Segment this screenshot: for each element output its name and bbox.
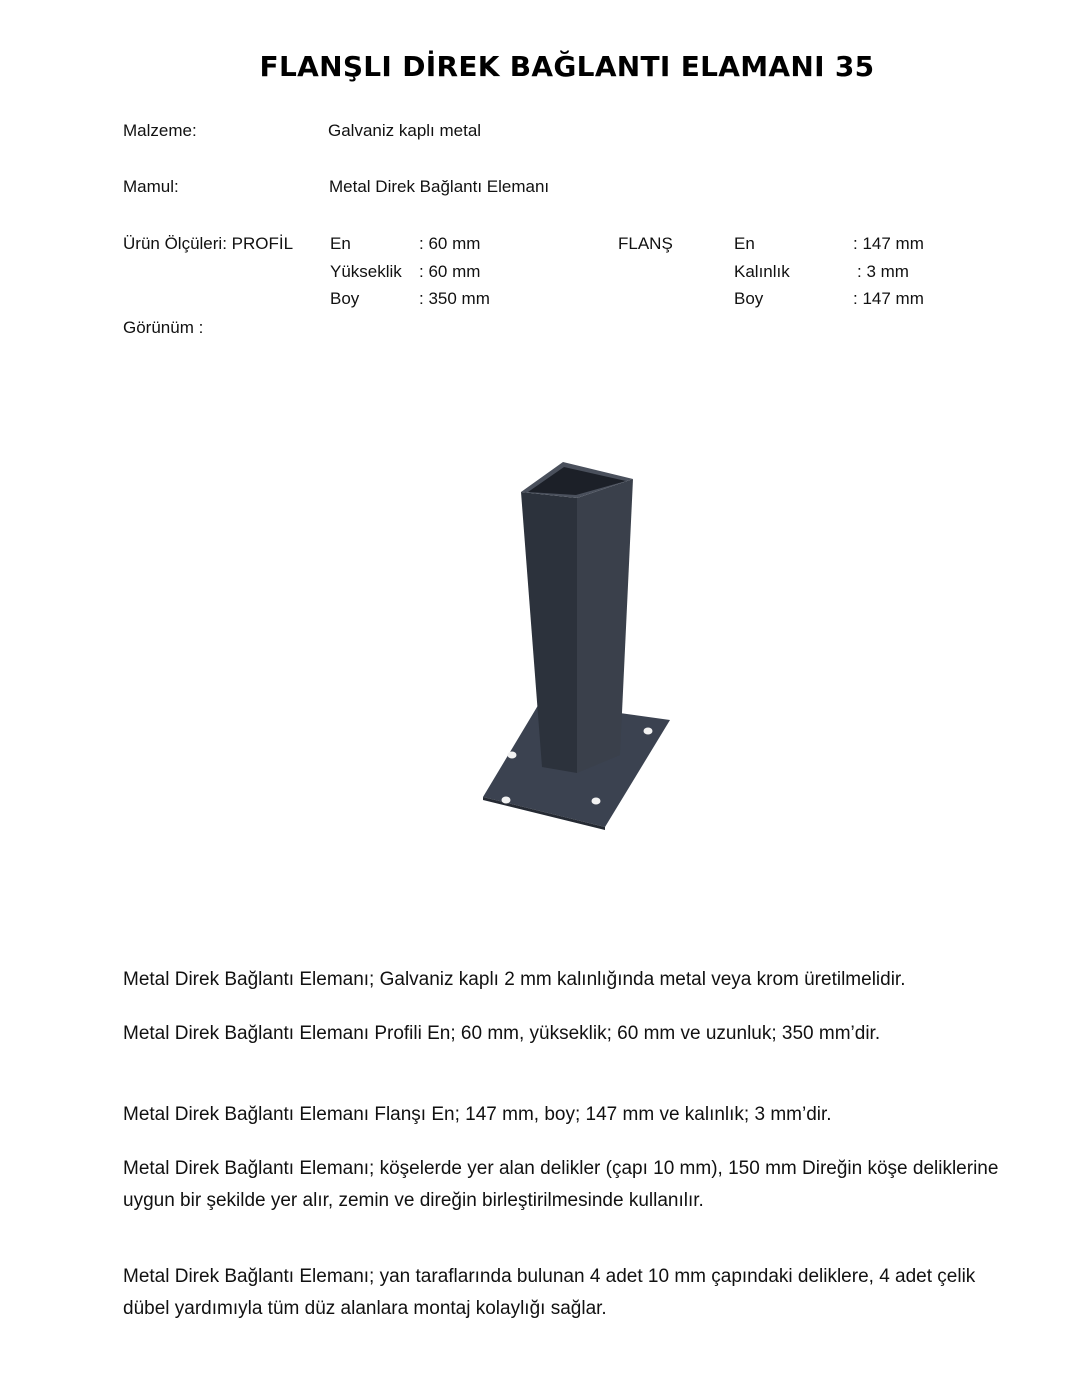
- profile-length-name: Boy: [330, 289, 360, 308]
- flange-width-name: En: [734, 234, 755, 253]
- profile-width-name: En: [330, 234, 351, 253]
- flange-width-value: : 147 mm: [853, 234, 924, 253]
- paragraph-5: Metal Direk Bağlantı Elemanı; yan taraflarında bulunan 4 adet 10 mm çapındaki deliklere, 4 adet çelik dübel yardımıyla tüm düz alanlara montaj kolaylığı sağlar.: [123, 1266, 976, 1319]
- profile-width-value: : 60 mm: [419, 234, 481, 253]
- flange-thickness-name: Kalınlık: [734, 262, 790, 281]
- product-label: Mamul:: [123, 177, 179, 196]
- document-title: FLANŞLI DİREK BAĞLANTI ELAMANI 35: [259, 50, 875, 83]
- dimensions-label: Ürün Ölçüleri: PROFİL: [123, 234, 294, 253]
- paragraph-1: Metal Direk Bağlantı Elemanı; Galvaniz kaplı 2 mm kalınlığında metal veya krom üretilmelidir.: [123, 969, 906, 990]
- material-value: Galvaniz kaplı metal: [328, 121, 482, 140]
- plate-hole: [592, 798, 601, 805]
- flange-label: FLANŞ: [618, 234, 673, 253]
- metal-post-bracket-photo: [470, 455, 680, 835]
- profile-length-value: : 350 mm: [419, 289, 490, 308]
- plate-hole: [508, 752, 517, 759]
- plate-hole: [502, 797, 511, 804]
- flange-thickness-value: : 3 mm: [857, 262, 909, 281]
- profile-height-name: Yükseklik: [330, 262, 402, 281]
- flange-length-name: Boy: [734, 289, 764, 308]
- view-label: Görünüm :: [123, 318, 204, 337]
- paragraph-4: Metal Direk Bağlantı Elemanı; köşelerde yer alan delikler (çapı 10 mm), 150 mm Direğin köşe deliklerine uygun bir şekilde yer alır, zemin ve direğin birleştirilmesinde kullanılır.: [123, 1158, 999, 1211]
- profile-height-value: : 60 mm: [419, 262, 481, 281]
- paragraph-2: Metal Direk Bağlantı Elemanı Profili En; 60 mm, yükseklik; 60 mm ve uzunluk; 350 mm’dir.: [123, 1023, 881, 1044]
- flange-length-value: : 147 mm: [853, 289, 924, 308]
- plate-hole: [644, 728, 653, 735]
- paragraph-3: Metal Direk Bağlantı Elemanı Flanşı En; 147 mm, boy; 147 mm ve kalınlık; 3 mm’dir.: [123, 1104, 832, 1125]
- product-value: Metal Direk Bağlantı Elemanı: [329, 177, 550, 196]
- material-label: Malzeme:: [123, 121, 197, 140]
